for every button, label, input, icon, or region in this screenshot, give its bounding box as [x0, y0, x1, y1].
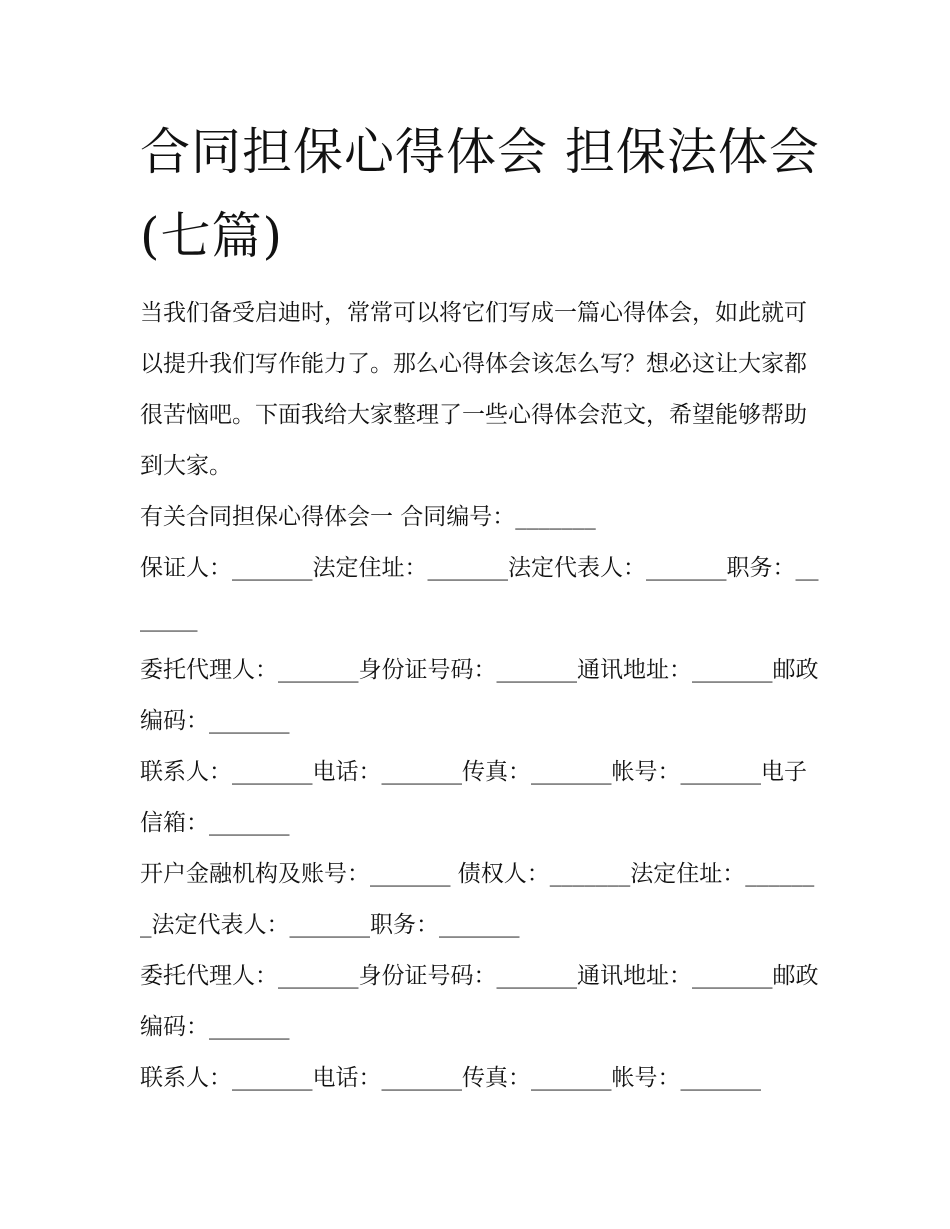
document-page [140, 110, 820, 1104]
creditor-info-line: 开户金融机构及账号：_______ 债权人：_______法定住址：_______法定代表人：_______职务：_______ [140, 861, 815, 938]
guarantor-contact-line: 联系人：_______电话：_______传真：_______帐号：_______电子信箱：_______ [140, 759, 807, 836]
guarantor-agent-line: 委托代理人：_______身份证号码：_______通讯地址：_______邮政编码：_______ [140, 657, 819, 734]
creditor-contact-line: 联系人：_______电话：_______传真：_______帐号：_______ [140, 1065, 761, 1091]
creditor-agent-line: 委托代理人：_______身份证号码：_______通讯地址：_______邮政编码：_______ [140, 963, 819, 1040]
guarantor-info-line: 保证人：_______法定住址：_______法定代表人：_______职务：_______ [140, 555, 819, 632]
intro-paragraph: 当我们备受启迪时，常常可以将它们写成一篇心得体会，如此就可以提升我们写作能力了。那么心得体会该怎么写？想必这让大家都很苦恼吧。下面我给大家整理了一些心得体会范文，希望能够帮助到大家。 [140, 300, 807, 479]
document-title: 合同担保心得体会 担保法体会(七篇) [140, 123, 820, 265]
contract-number-line: 有关合同担保心得体会一 合同编号：_______ [140, 504, 596, 530]
